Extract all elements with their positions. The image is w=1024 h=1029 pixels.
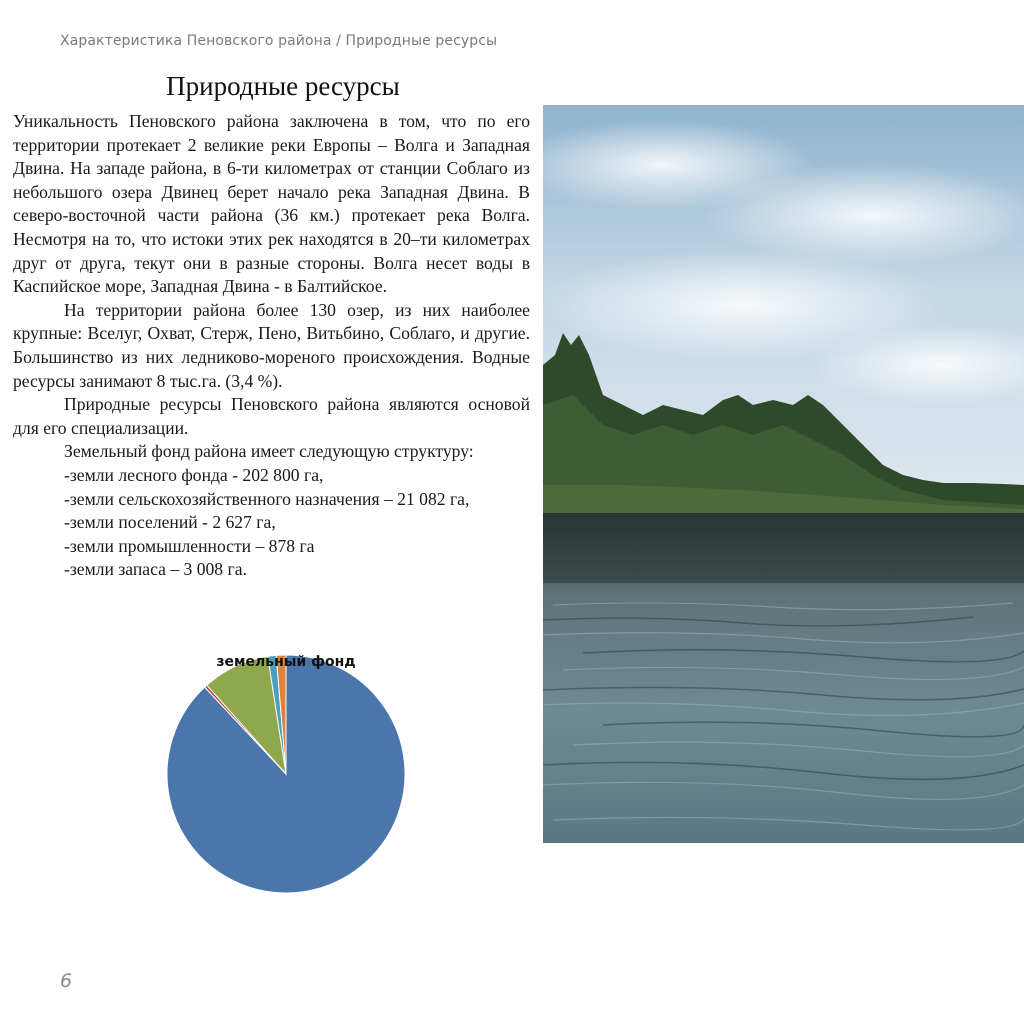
paragraph-rivers: Уникальность Пеновского района заключена в том, что по его территории протекает 2 великие реки Европы – Волга и Западная Двина. На западе района, в 6-ти километрах от станции Соблаго из небольшого озера Двинец берет начало река Западная Двина. В северо-восточной части района (36 км.) протекает река Волга. Несмотря на то, что истоки этих рек находятся в 20–ти километрах друг от друга, текут они в разные стороны. Волга несет воды в Каспийское море, Западная Двина - в Балтийское.	[13, 111, 530, 297]
paragraph-lakes: На территории района более 130 озер, из них наиболее крупные: Вселуг, Охват, Стерж, Пено, Витьбино, Соблаго, и другие. Большинство из них ледниково-мореного происхождения. Водные ресурсы занимают 8 тыс.га. (3,4 %).	[13, 299, 530, 391]
paragraph-resources: Природные ресурсы Пеновского района являются основой для его специализации.	[13, 394, 530, 438]
land-item-industry: -земли промышленности – 878 га	[64, 535, 315, 556]
land-fund-pie-chart	[150, 648, 440, 908]
land-item-agricultural: -земли сельскохозяйственного назначения – 21 082 га,	[64, 488, 470, 509]
page-number: 6	[60, 970, 73, 992]
land-item-forest: -земли лесного фонда - 202 800 га,	[64, 464, 324, 485]
pie-chart-svg	[150, 648, 440, 908]
chart-title: земельный фонд	[216, 654, 356, 670]
land-fund-intro: Земельный фонд района имеет следующую структуру:	[64, 441, 474, 462]
land-item-reserve: -земли запаса – 3 008 га.	[64, 559, 247, 580]
breadcrumb: Характеристика Пеновского района / Природные ресурсы	[60, 33, 498, 49]
land-item-settlements: -земли поселений - 2 627 га,	[64, 512, 276, 533]
page-title: Природные ресурсы	[166, 71, 400, 101]
lake-landscape-photo	[543, 105, 1024, 843]
main-text	[13, 110, 530, 582]
